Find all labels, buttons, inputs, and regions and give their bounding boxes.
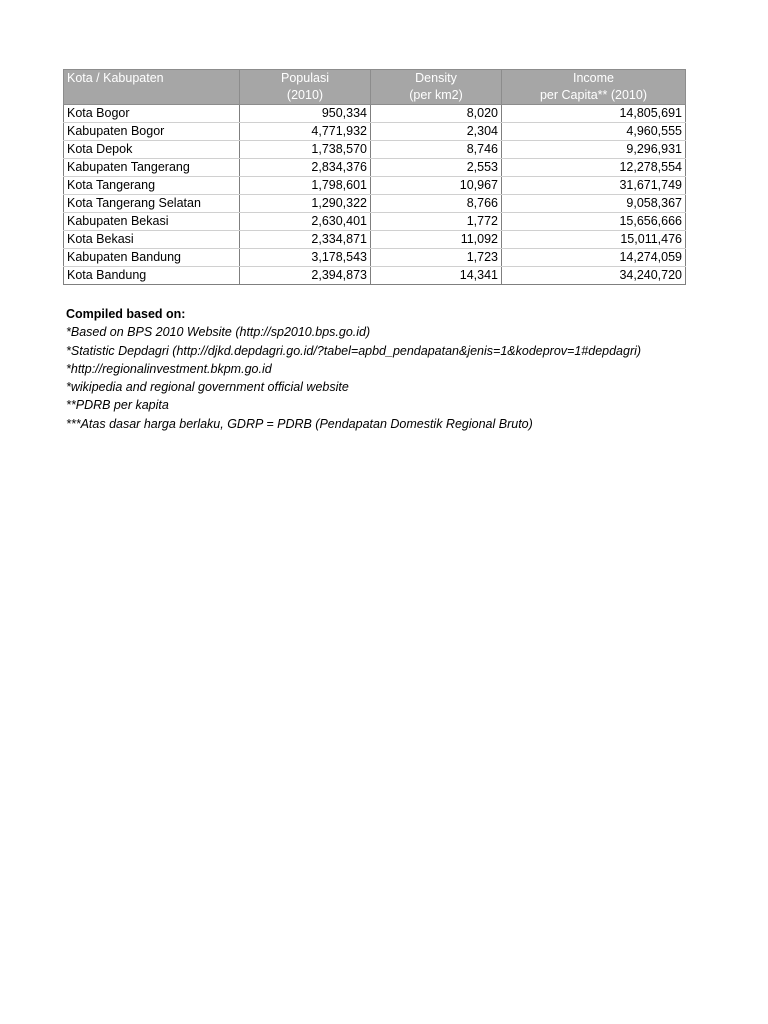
header-density-line2: (per km2) — [409, 88, 463, 102]
cell-income: 31,671,749 — [502, 177, 686, 195]
table-header — [64, 70, 686, 105]
cell-density: 2,304 — [371, 123, 502, 141]
note-line: **PDRB per kapita — [66, 398, 169, 413]
cell-region-name: Kabupaten Bandung — [64, 249, 240, 267]
cell-income: 34,240,720 — [502, 267, 686, 285]
table-row — [64, 195, 686, 213]
cell-population: 4,771,932 — [240, 123, 371, 141]
header-region-line1: Kota / Kabupaten — [67, 71, 164, 85]
cell-region-name: Kota Bogor — [64, 105, 240, 123]
cell-population: 2,334,871 — [240, 231, 371, 249]
cell-density: 8,020 — [371, 105, 502, 123]
cell-region-name: Kabupaten Bekasi — [64, 213, 240, 231]
table-row — [64, 141, 686, 159]
header-income-line2: per Capita** (2010) — [539, 88, 647, 102]
table-row — [64, 267, 686, 285]
cell-population: 950,334 — [240, 105, 371, 123]
table-row — [64, 123, 686, 141]
cell-region-name: Kota Tangerang Selatan — [64, 195, 240, 213]
cell-density: 1,772 — [371, 213, 502, 231]
header-density — [371, 70, 502, 105]
cell-density: 11,092 — [371, 231, 502, 249]
table-row — [64, 177, 686, 195]
header-income-line1: Income — [573, 71, 614, 85]
header-row — [64, 70, 686, 105]
cell-population: 1,798,601 — [240, 177, 371, 195]
cell-income: 14,274,059 — [502, 249, 686, 267]
cell-income: 15,011,476 — [502, 231, 686, 249]
header-population-line2: (2010) — [286, 88, 324, 102]
cell-region-name: Kota Depok — [64, 141, 240, 159]
cell-income: 12,278,554 — [502, 159, 686, 177]
cell-income: 4,960,555 — [502, 123, 686, 141]
table-row — [64, 249, 686, 267]
cell-population: 3,178,543 — [240, 249, 371, 267]
cell-region-name: Kota Tangerang — [64, 177, 240, 195]
header-region — [64, 70, 240, 105]
cell-income: 14,805,691 — [502, 105, 686, 123]
cell-density: 10,967 — [371, 177, 502, 195]
cell-density: 1,723 — [371, 249, 502, 267]
cell-density: 2,553 — [371, 159, 502, 177]
note-line: *Based on BPS 2010 Website (http://sp2010.bps.go.id) — [66, 325, 371, 340]
cell-region-name: Kabupaten Tangerang — [64, 159, 240, 177]
notes-title: Compiled based on: — [66, 307, 186, 321]
cell-population: 1,290,322 — [240, 195, 371, 213]
note-line: ***Atas dasar harga berlaku, GDRP = PDRB (Pendapatan Domestik Regional Bruto) — [66, 416, 533, 431]
cell-region-name: Kota Bandung — [64, 267, 240, 285]
source-notes — [66, 305, 746, 433]
cell-density: 14,341 — [371, 267, 502, 285]
cell-population: 2,834,376 — [240, 159, 371, 177]
cell-income: 15,656,666 — [502, 213, 686, 231]
table-row — [64, 159, 686, 177]
cell-density: 8,746 — [371, 141, 502, 159]
cell-population: 1,738,570 — [240, 141, 371, 159]
note-line: *wikipedia and regional government official website — [66, 380, 349, 395]
header-population-line1: Populasi — [281, 71, 329, 85]
note-line: *Statistic Depdagri (http://djkd.depdagri.go.id/?tabel=apbd_pendapatan&jenis=1&kodeprov=1#depdagri) — [66, 343, 642, 358]
cell-region-name: Kota Bekasi — [64, 231, 240, 249]
header-income — [502, 70, 686, 105]
header-density-line1: Density — [415, 71, 457, 85]
cell-population: 2,630,401 — [240, 213, 371, 231]
table-row — [64, 231, 686, 249]
note-line: *http://regionalinvestment.bkpm.go.id — [66, 361, 272, 376]
cell-density: 8,766 — [371, 195, 502, 213]
header-population — [240, 70, 371, 105]
table-row — [64, 213, 686, 231]
cell-income: 9,058,367 — [502, 195, 686, 213]
cell-region-name: Kabupaten Bogor — [64, 123, 240, 141]
table-row — [64, 105, 686, 123]
cell-income: 9,296,931 — [502, 141, 686, 159]
table-body — [64, 105, 686, 285]
cell-population: 2,394,873 — [240, 267, 371, 285]
region-statistics-table — [63, 69, 686, 285]
